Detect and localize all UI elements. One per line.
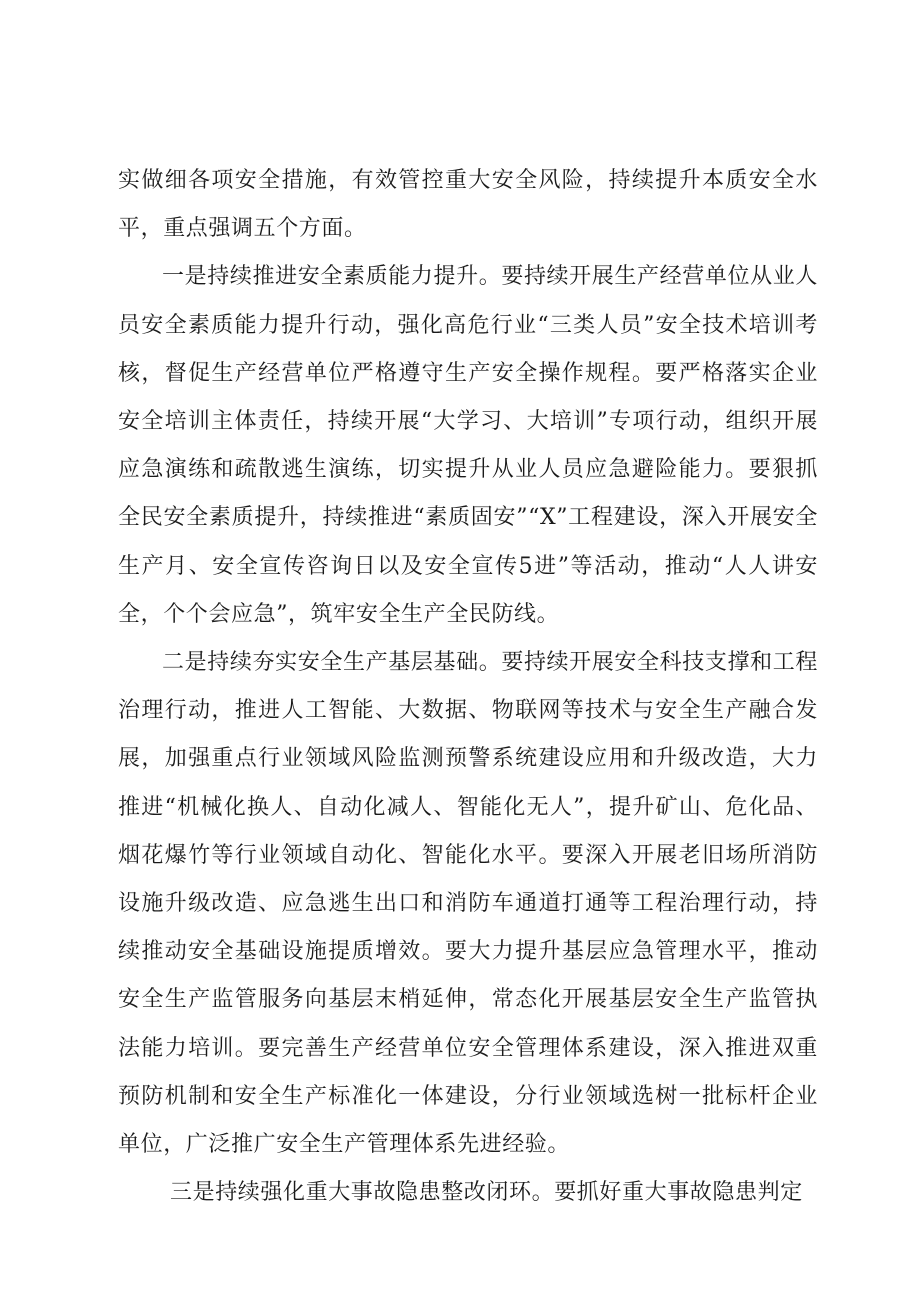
paragraph-point-two: 二是持续夯实安全生产基层基础。要持续开展安全科技支撑和工程治理行动，推进人工智能、大数据、物联网等技术与安全生产融合发展，加强重点行业领域风险监测预警系统建设应用和升级改造，大力推进“机械化换人、自动化减人、智能化无人”，提升矿山、危化品、烟花爆竹等行业领域自动化、智能化水平。要深入开展老旧场所消防设施升级改造、应急逃生出口和消防车通道打通等工程治理行动，持续推动安全基础设施提质增效。要大力提升基层应急管理水平，推动安全生产监管服务向基层末梢延伸，常态化开展基层安全生产监管执法能力培训。要完善生产经营单位安全管理体系建设，深入推进双重预防机制和安全生产标准化一体建设，分行业领域选树一批标杆企业单位，广泛推广安全生产管理体系先进经验。 [118, 650, 818, 1158]
paragraph-point-one: 一是持续推进安全素质能力提升。要持续开展生产经营单位从业人员安全素质能力提升行动，强化高危行业“三类人员”安全技术培训考核，督促生产经营单位严格遵守生产安全操作规程。要严格落实企业安全培训主体责任，持续开展“大学习、大培训”专项行动，组织开展应急演练和疏散逃生演练，切实提升从业人员应急避险能力。要狠抓全民安全素质提升，持续推进“素质固安”“X”工程建设，深入开展安全生产月、安全宣传咨询日以及安全宣传5进”等活动，推动“人人讲安全，个个会应急”，筑牢安全生产全民防线。 [118, 264, 818, 627]
paragraph-point-three: 三是持续强化重大事故隐患整改闭环。要抓好重大事故隐患判定 [170, 1180, 803, 1206]
paragraph-continuation: 实做细各项安全措施，有效管控重大安全风险，持续提升本质安全水平，重点强调五个方面。 [118, 168, 818, 242]
document-body [118, 157, 818, 1217]
